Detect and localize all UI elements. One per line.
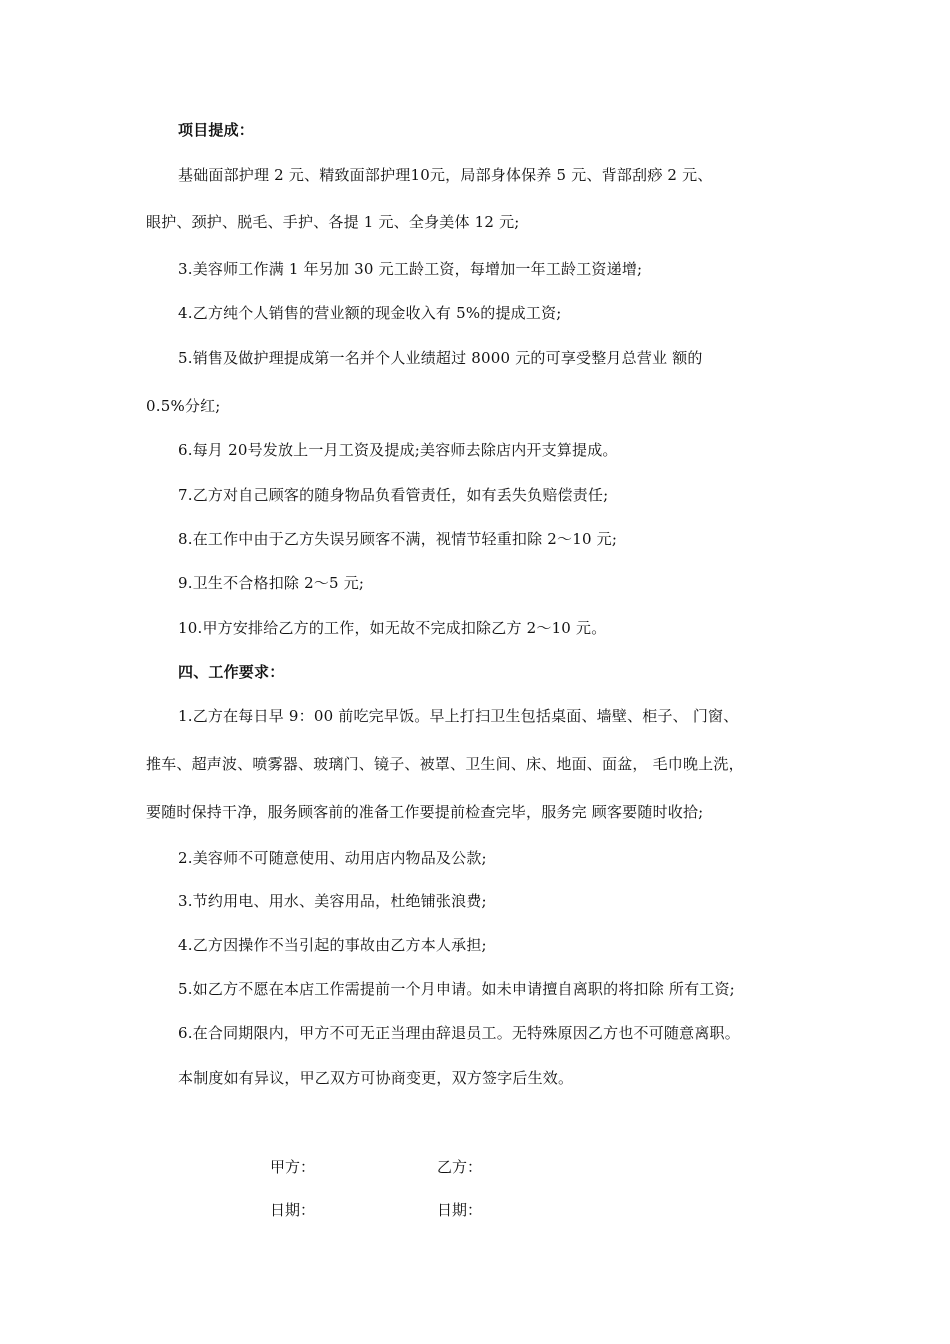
requirement-5: 5.如乙方不愿在本店工作需提前一个月申请。如未申请擅自离职的将扣除 所有工资;: [178, 980, 735, 998]
party-a-date-label: 日期：: [270, 1201, 316, 1219]
requirement-6: 6.在合同期限内，甲方不可无正当理由辞退员工。无特殊原因乙方也不可随意离职。: [178, 1024, 740, 1042]
party-a-signature-label: 甲方：: [270, 1158, 316, 1176]
item-4: 4.乙方纯个人销售的营业额的现金收入有 5%的提成工资;: [178, 304, 562, 322]
heading-work-requirements: 四、工作要求：: [178, 663, 285, 681]
item-5-line-1: 5.销售及做护理提成第一名并个人业绩超过 8000 元的可享受整月总营业 额的: [178, 349, 703, 367]
item-6: 6.每月 20号发放上一月工资及提成;美容师去除店内开支算提成。: [178, 441, 618, 459]
requirement-2: 2.美容师不可随意使用、动用店内物品及公款;: [178, 849, 487, 867]
item-7: 7.乙方对自己顾客的随身物品负看管责任，如有丢失负赔偿责任;: [178, 486, 609, 504]
commission-rates-line-1: 基础面部护理 2 元、精致面部护理10元，局部身体保养 5 元、背部刮痧 2 元、: [178, 166, 713, 184]
item-8: 8.在工作中由于乙方失误另顾客不满，视情节轻重扣除 2～10 元;: [178, 530, 618, 548]
requirement-1-line-3: 要随时保持干净，服务顾客前的准备工作要提前检查完毕，服务完 顾客要随时收拾;: [146, 803, 704, 821]
closing-statement: 本制度如有异议，甲乙双方可协商变更，双方签字后生效。: [178, 1069, 574, 1087]
item-9: 9.卫生不合格扣除 2～5 元;: [178, 574, 365, 592]
requirement-3: 3.节约用电、用水、美容用品，杜绝铺张浪费;: [178, 892, 487, 910]
requirement-4: 4.乙方因操作不当引起的事故由乙方本人承担;: [178, 936, 487, 954]
commission-rates-line-2: 眼护、颈护、脱毛、手护、各提 1 元、全身美体 12 元;: [146, 213, 520, 231]
party-b-signature-label: 乙方：: [437, 1158, 483, 1176]
requirement-1-line-2: 推车、超声波、喷雾器、玻璃门、镜子、被罩、卫生间、床、地面、面盆， 毛巾晚上洗，: [146, 755, 744, 773]
item-10: 10.甲方安排给乙方的工作，如无故不完成扣除乙方 2～10 元。: [178, 619, 607, 637]
requirement-1-line-1: 1.乙方在每日早 9：00 前吃完早饭。早上打扫卫生包括桌面、墙壁、柜子、 门窗、: [178, 707, 739, 725]
item-5-line-2: 0.5%分红;: [146, 397, 221, 415]
heading-commission: 项目提成：: [178, 121, 255, 139]
item-3: 3.美容师工作满 1 年另加 30 元工龄工资，每增加一年工龄工资递增;: [178, 260, 643, 278]
party-b-date-label: 日期：: [437, 1201, 483, 1219]
